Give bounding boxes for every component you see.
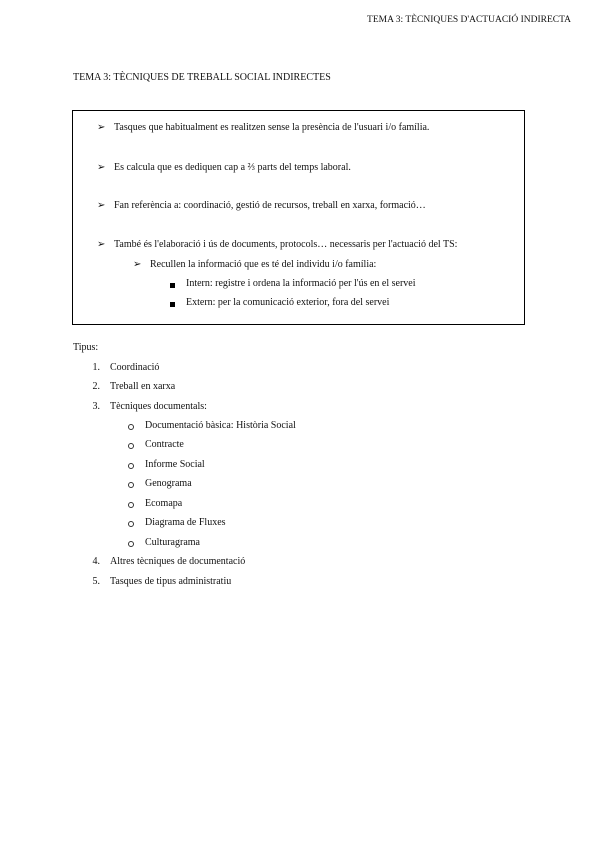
circle-bullet-icon	[128, 463, 134, 469]
circle-bullet-icon	[128, 482, 134, 488]
list-item: Tècniques documentals:	[110, 401, 207, 412]
arrow-bullet-icon: ➢	[97, 122, 106, 133]
arrow-bullet-icon: ➢	[97, 162, 106, 173]
list-item: Coordinació	[110, 362, 160, 373]
document-title: TEMA 3: TÈCNIQUES DE TREBALL SOCIAL INDIRECTES	[73, 72, 331, 83]
sub-list-item: Informe Social	[145, 459, 205, 470]
box-bullet: Tasques que habitualment es realitzen sense la presència de l'usuari i/o família.	[114, 122, 430, 133]
list-item: Tasques de tipus administratiu	[110, 576, 232, 587]
sub-list-item: Genograma	[145, 478, 192, 489]
sub-list-item: Ecomapa	[145, 498, 183, 509]
types-label: Tipus:	[73, 342, 99, 353]
list-number: 3.	[92, 401, 100, 412]
box-bullet: Es calcula que es dediquen cap a ⅔ parts del temps laboral.	[114, 162, 351, 173]
summary-box	[72, 110, 525, 325]
arrow-bullet-icon: ➢	[97, 200, 106, 211]
square-bullet-icon	[170, 302, 175, 307]
box-sub-sub-bullet: Intern: registre i ordena la informació per l'ús en el servei	[186, 278, 416, 289]
box-sub-sub-bullet: Extern: per la comunicació exterior, fora del servei	[186, 297, 390, 308]
box-bullet: També és l'elaboració i ús de documents, protocols… necessaris per l'actuació del TS:	[114, 239, 458, 250]
circle-bullet-icon	[128, 424, 134, 430]
list-item: Treball en xarxa	[110, 381, 176, 392]
arrow-bullet-icon: ➢	[97, 239, 106, 250]
list-item: Altres tècniques de documentació	[110, 556, 246, 567]
list-number: 2.	[92, 381, 100, 392]
circle-bullet-icon	[128, 521, 134, 527]
circle-bullet-icon	[128, 443, 134, 449]
list-number: 1.	[92, 362, 100, 373]
sub-list-item: Documentació bàsica: Història Social	[145, 420, 296, 431]
sub-list-item: Culturagrama	[145, 537, 200, 548]
list-number: 4.	[92, 556, 100, 567]
circle-bullet-icon	[128, 502, 134, 508]
running-header: TEMA 3: TÈCNIQUES D'ACTUACIÓ INDIRECTA	[367, 15, 571, 25]
box-sub-bullet: Recullen la informació que es té del individu i/o família:	[150, 259, 377, 270]
box-bullet: Fan referència a: coordinació, gestió de recursos, treball en xarxa, formació…	[114, 200, 426, 211]
sub-list-item: Contracte	[145, 439, 184, 450]
square-bullet-icon	[170, 283, 175, 288]
arrow-bullet-icon: ➢	[133, 259, 142, 270]
circle-bullet-icon	[128, 541, 134, 547]
list-number: 5.	[92, 576, 100, 587]
sub-list-item: Diagrama de Fluxes	[145, 517, 226, 528]
